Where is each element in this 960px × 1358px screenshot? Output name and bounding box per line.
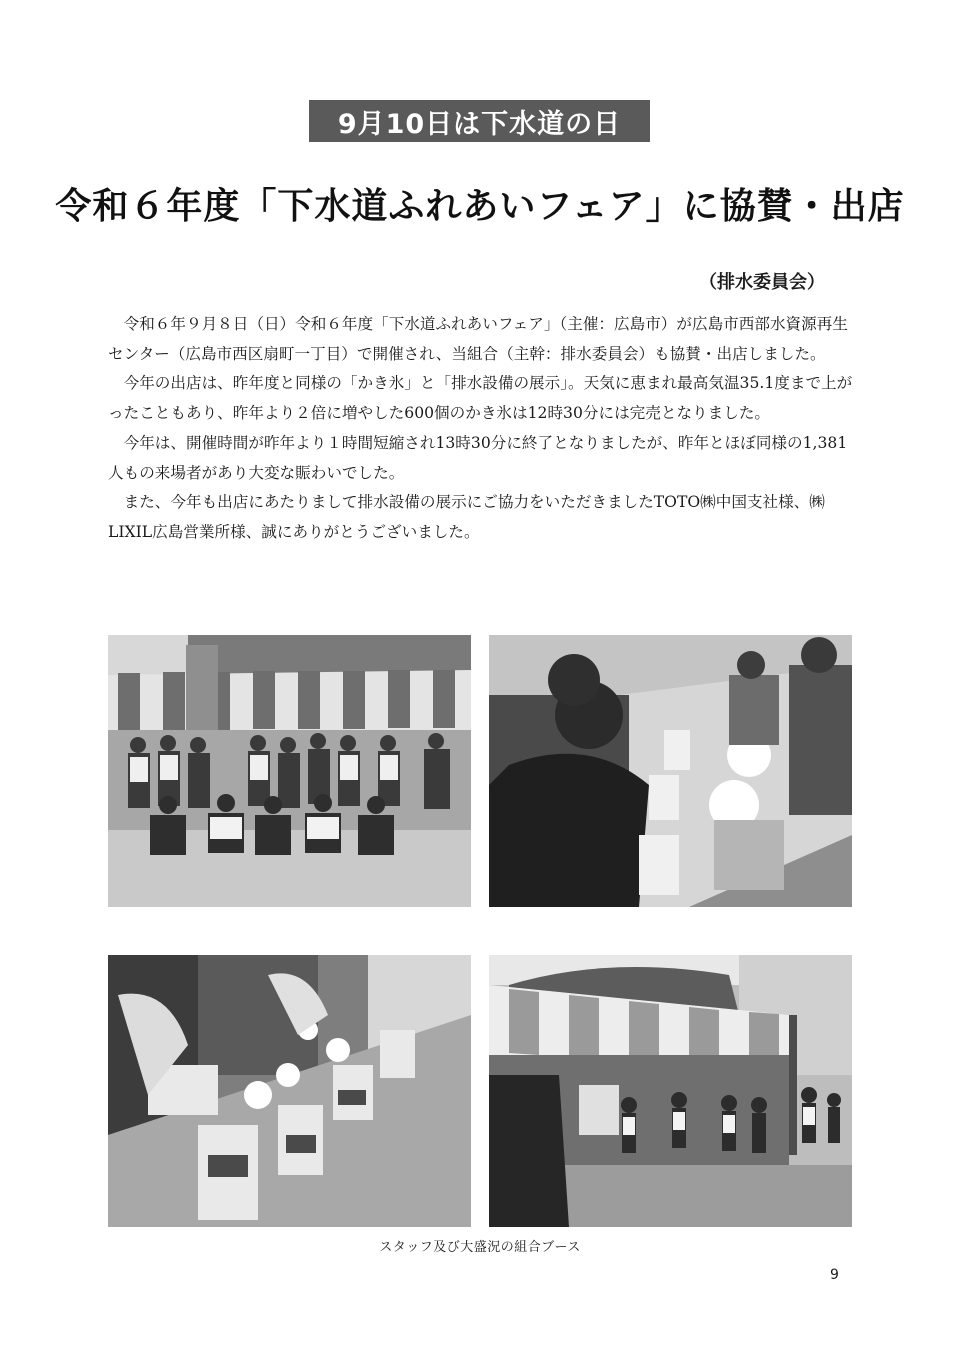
section-banner [309, 100, 650, 142]
page-number: 9 [830, 1267, 839, 1283]
photo-caption: スタッフ及び大盛況の組合ブース [379, 1240, 581, 1255]
article-body [108, 310, 854, 548]
paragraph: 令和６年９月８日（日）令和６年度「下水道ふれあいフェア」（主催：広島市）が広島市西部水資源再生センター（広島市西区扇町一丁目）で開催され、当組合（主幹：排水委員会）も協賛・出店しました。 [108, 315, 848, 363]
section-banner-text: 9月10日は下水道の日 [337, 108, 622, 140]
paragraph: 今年は、開催時間が昨年より１時間短縮され13時30分に終了となりましたが、昨年とほぼ同様の1,381人もの来場者があり大変な賑わいでした。 [108, 433, 848, 482]
photo-serving-shaved-ice [489, 635, 852, 907]
photo-shaved-ice-cups [108, 955, 471, 1227]
committee-label: （排水委員会） [699, 272, 825, 293]
paragraph: 今年の出店は、昨年度と同様の「かき氷」と「排水設備の展示」。天気に恵まれ最高気温35.1度まで上がったこともあり、昨年より２倍に増やした600個のかき氷は12時30分には完売となりました。 [108, 374, 853, 423]
photo-booth-crowd [489, 955, 852, 1227]
paragraph: また、今年も出店にあたりまして排水設備の展示にご協力をいただきましたTOTO㈱中国支社様、㈱LIXIL広島営業所様、誠にありがとうございました。 [108, 493, 825, 541]
photo-staff-group [108, 635, 471, 907]
article-title: 令和６年度「下水道ふれあいフェア」に協賛・出店 [55, 186, 905, 227]
